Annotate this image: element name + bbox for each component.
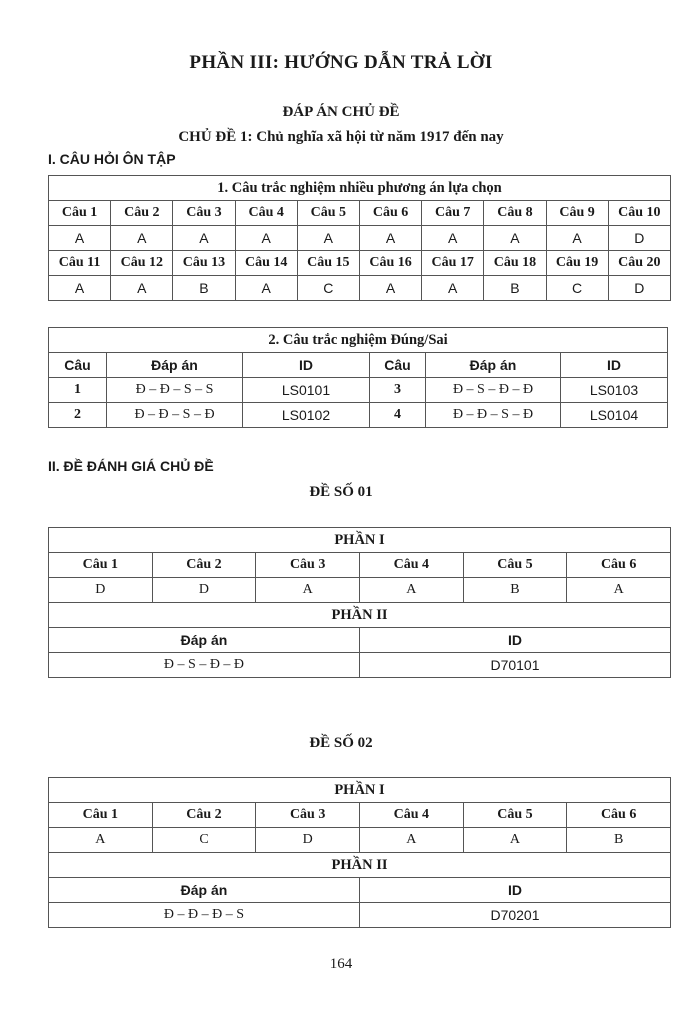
tf-cell: LS0101 [243, 378, 370, 403]
answer-cell: A [359, 578, 463, 603]
exam-01-title: ĐỀ SỐ 01 [309, 484, 373, 500]
question-label: Câu 7 [422, 201, 484, 226]
question-label: Câu 13 [173, 251, 235, 276]
answer-cell: A [567, 578, 671, 603]
question-label: Câu 6 [567, 553, 671, 578]
answer-cell: B [173, 276, 235, 301]
tf-header-cell: ID [561, 353, 668, 378]
exam-01-id: D70101 [359, 653, 670, 678]
answer-cell: A [49, 828, 153, 853]
question-label: Câu 3 [256, 553, 360, 578]
question-label: Câu 18 [484, 251, 546, 276]
answer-cell: D [256, 828, 360, 853]
answer-cell: A [422, 276, 484, 301]
tf-header-cell: Câu [49, 353, 107, 378]
answer-cell: A [235, 276, 297, 301]
tf-cell: 3 [370, 378, 426, 403]
question-label: Câu 6 [567, 803, 671, 828]
question-label: Câu 20 [608, 251, 670, 276]
question-label: Câu 11 [49, 251, 111, 276]
tf-cell: Đ – Đ – S – Đ [426, 403, 561, 428]
answer-cell: A [422, 226, 484, 251]
exam-01-answer: Đ – S – Đ – Đ [49, 653, 360, 678]
exam-02-answer-header: Đáp án [49, 878, 360, 903]
question-label: Câu 15 [297, 251, 359, 276]
tf-cell: LS0104 [561, 403, 668, 428]
answers-heading: ĐÁP ÁN CHỦ ĐỀ [282, 104, 400, 120]
multiple-choice-table [48, 175, 671, 301]
tf-cell: Đ – Đ – S – S [107, 378, 243, 403]
tf-header-cell: Đáp án [426, 353, 561, 378]
question-label: Câu 4 [235, 201, 297, 226]
question-label: Câu 19 [546, 251, 608, 276]
question-label: Câu 1 [49, 201, 111, 226]
exam-02-part2: PHẦN II [49, 853, 671, 878]
answer-cell: A [111, 276, 173, 301]
exam-02-title: ĐỀ SỐ 02 [309, 735, 373, 751]
answer-cell: A [484, 226, 546, 251]
answer-cell: A [49, 276, 111, 301]
question-label: Câu 9 [546, 201, 608, 226]
question-label: Câu 2 [152, 803, 256, 828]
question-label: Câu 4 [359, 553, 463, 578]
answer-cell: A [256, 578, 360, 603]
exam-02-id: D70201 [359, 903, 670, 928]
question-label: Câu 10 [608, 201, 670, 226]
question-label: Câu 3 [173, 201, 235, 226]
exam-01-answer-header: Đáp án [49, 628, 360, 653]
question-label: Câu 6 [359, 201, 421, 226]
tf-header-cell: ID [243, 353, 370, 378]
tf-cell: 2 [49, 403, 107, 428]
question-label: Câu 2 [152, 553, 256, 578]
answer-cell: A [111, 226, 173, 251]
answer-cell: D [608, 226, 670, 251]
answer-cell: B [484, 276, 546, 301]
question-label: Câu 17 [422, 251, 484, 276]
tf-cell: Đ – Đ – S – Đ [107, 403, 243, 428]
mc-table-title: 1. Câu trắc nghiệm nhiều phương án lựa chọn [49, 176, 671, 201]
exam-01-table [48, 527, 671, 678]
tf-cell: Đ – S – Đ – Đ [426, 378, 561, 403]
tf-table-title: 2. Câu trắc nghiệm Đúng/Sai [49, 328, 668, 353]
tf-cell: 1 [49, 378, 107, 403]
answer-cell: A [173, 226, 235, 251]
page-number: 164 [329, 956, 353, 972]
tf-cell: 4 [370, 403, 426, 428]
answer-cell: A [463, 828, 567, 853]
section-topic-assessment: II. ĐỀ ĐÁNH GIÁ CHỦ ĐỀ [48, 458, 214, 474]
answer-cell: B [567, 828, 671, 853]
question-label: Câu 1 [49, 803, 153, 828]
true-false-table [48, 327, 668, 428]
answer-cell: D [608, 276, 670, 301]
question-label: Câu 2 [111, 201, 173, 226]
exam-02-id-header: ID [359, 878, 670, 903]
exam-01-part1: PHẦN I [49, 528, 671, 553]
tf-header-cell: Đáp án [107, 353, 243, 378]
question-label: Câu 8 [484, 201, 546, 226]
question-label: Câu 3 [256, 803, 360, 828]
question-label: Câu 16 [359, 251, 421, 276]
answer-cell: C [152, 828, 256, 853]
answer-cell: A [546, 226, 608, 251]
question-label: Câu 4 [359, 803, 463, 828]
answer-cell: A [235, 226, 297, 251]
question-label: Câu 14 [235, 251, 297, 276]
answer-cell: A [359, 276, 421, 301]
question-label: Câu 5 [297, 201, 359, 226]
question-label: Câu 5 [463, 553, 567, 578]
answer-cell: C [297, 276, 359, 301]
answer-cell: C [546, 276, 608, 301]
exam-02-answer: Đ – Đ – Đ – S [49, 903, 360, 928]
answer-cell: A [359, 226, 421, 251]
exam-02-part1: PHẦN I [49, 778, 671, 803]
topic-heading: CHỦ ĐỀ 1: Chủ nghĩa xã hội từ năm 1917 đến nay [178, 129, 504, 145]
tf-cell: LS0103 [561, 378, 668, 403]
answer-cell: A [297, 226, 359, 251]
exam-02-table [48, 777, 671, 928]
answer-cell: B [463, 578, 567, 603]
answer-cell: A [49, 226, 111, 251]
section-review-questions: I. CÂU HỎI ÔN TẬP [48, 151, 176, 167]
page-title: PHẦN III: HƯỚNG DẪN TRẢ LỜI [189, 52, 493, 73]
tf-header-cell: Câu [370, 353, 426, 378]
question-label: Câu 1 [49, 553, 153, 578]
tf-cell: LS0102 [243, 403, 370, 428]
question-label: Câu 5 [463, 803, 567, 828]
answer-cell: D [152, 578, 256, 603]
exam-01-id-header: ID [359, 628, 670, 653]
question-label: Câu 12 [111, 251, 173, 276]
answer-cell: A [359, 828, 463, 853]
answer-cell: D [49, 578, 153, 603]
exam-01-part2: PHẦN II [49, 603, 671, 628]
